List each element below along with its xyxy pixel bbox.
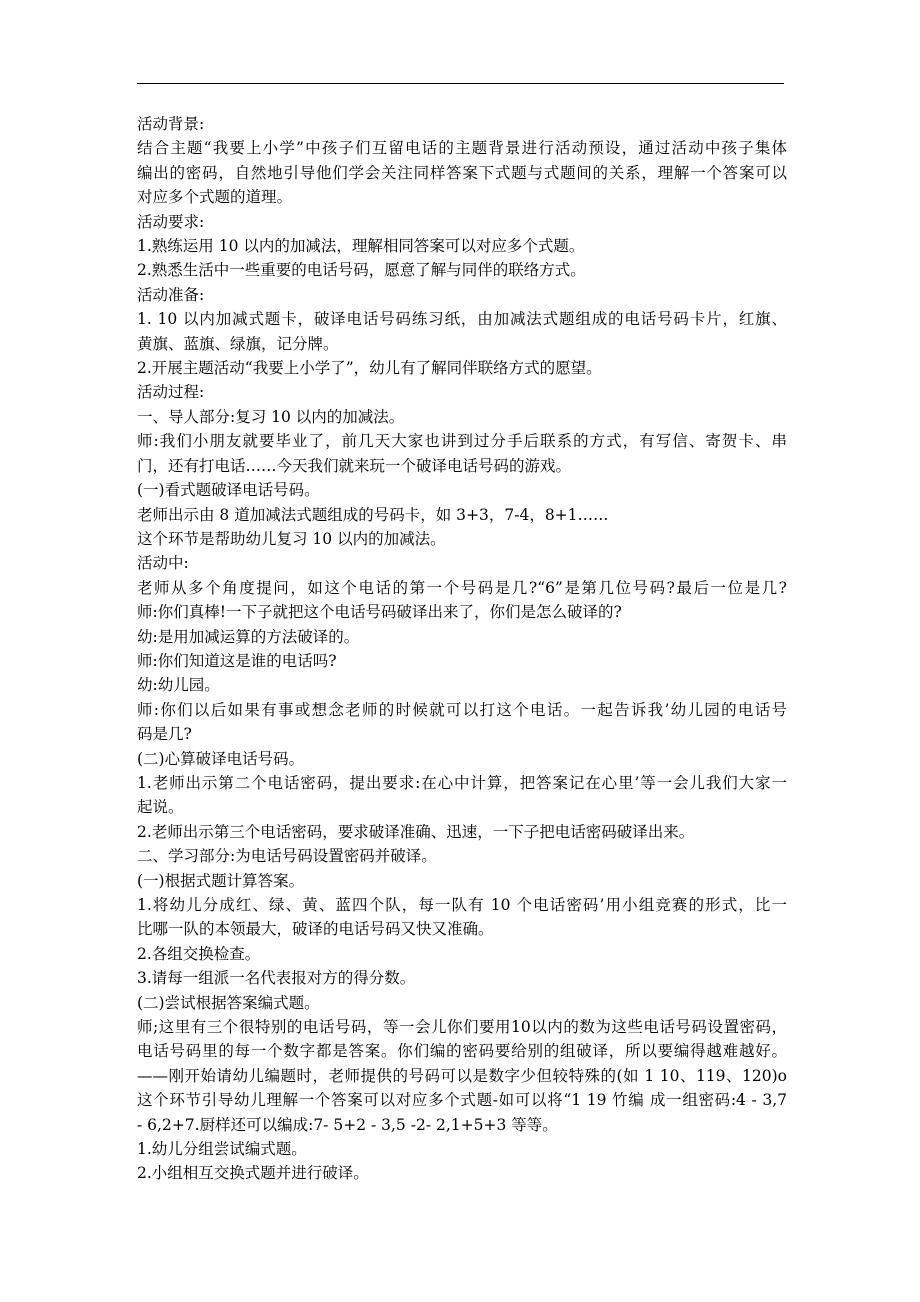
paragraph-line: 幼:是用加减运算的方法破译的。 xyxy=(137,627,360,646)
paragraph-line: 1.将幼儿分成红、绿、黄、蓝四个队，每一队有 10 个电话密码’用小组竞赛的形式，比一 xyxy=(137,896,787,914)
paragraph-line: (一)看式题破译电话号码。 xyxy=(137,481,320,500)
paragraph-line: 一、导人部分:复习 10 以内的加减法。 xyxy=(137,407,405,426)
document-body xyxy=(137,112,787,1186)
paragraph-line: 这个环节引导幼儿理解一个答案可以对应多个式题-如可以将“1 19 竹编 成一组密码:4 - 3,7 xyxy=(137,1091,787,1110)
paragraph-line: 幼:幼儿园。 xyxy=(137,676,220,695)
paragraph-line: ——刚开始请幼儿编题时，老师提供的号码可以是数字少但较特殊的(如 1 10、119、120)o xyxy=(137,1066,787,1085)
paragraph-line: 结合主题“我要上小学”中孩子们互留电话的主题背景进行活动预设，通过活动中孩子集体 xyxy=(137,139,787,158)
paragraph-line: 2.小组相互交换式题并进行破译。 xyxy=(137,1164,369,1183)
paragraph-line: 1. 10 以内加减式题卡，破译电话号码练习纸，由加减法式题组成的电话号码卡片，红旗、 xyxy=(137,310,787,329)
paragraph-line: 师:你们知道这是谁的电话吗? xyxy=(137,651,337,670)
paragraph-line: 2.开展主题活动“我要上小学了”，幼儿有了解同伴联络方式的愿望。 xyxy=(137,359,602,378)
paragraph-line: 1.幼儿分组尝试编式题。 xyxy=(137,1140,307,1159)
section-heading-preparation: 活动准备: xyxy=(137,285,205,304)
paragraph-line: 这个环节是帮助幼儿复习 10 以内的加减法。 xyxy=(137,529,446,548)
paragraph-line: 二、学习部分:为电话号码设置密码并破译。 xyxy=(137,847,437,866)
paragraph-line: 码是几? xyxy=(137,725,192,744)
paragraph-line: 1.熟练运用 10 以内的加减法，理解相同答案可以对应多个式题。 xyxy=(137,237,585,256)
paragraph-line: - 6,2+7.厨样还可以编成:7- 5+2 - 3,5 -2- 2,1+5+3 等等。 xyxy=(137,1115,558,1134)
paragraph-line: (二)尝试根据答案编式题。 xyxy=(137,993,320,1012)
paragraph-line: 师:你们真棒!一下子就把这个电话号码破译出来了，你们是怎么破译的? xyxy=(137,603,622,622)
paragraph-line: 黄旗、蓝旗、绿旗，记分牌。 xyxy=(137,334,339,353)
paragraph-line: 3.请每一组派一名代表报对方的得分数。 xyxy=(137,969,416,988)
paragraph-line: 师:你们以后如果有事或想念老师的时候就可以打这个电话。一起告诉我’幼儿园的电话号 xyxy=(137,700,787,719)
paragraph-line: (一)根据式题计算答案。 xyxy=(137,871,305,890)
section-heading-requirements: 活动要求: xyxy=(137,212,205,231)
paragraph-line: 2.熟悉生活中一些重要的电话号码，愿意了解与同伴的联络方式。 xyxy=(137,261,586,280)
paragraph-line: 编出的密码，自然地引导他们学会关注同样答案下式题与式题间的关系，理解一个答案可以 xyxy=(137,163,787,182)
paragraph-line: 1.老师出示第二个电话密码，提出要求:在心中计算，把答案记在心里’等一会儿我们大家一 xyxy=(137,773,787,792)
section-heading-background: 活动背景: xyxy=(137,115,205,133)
paragraph-line: 起说。 xyxy=(137,798,184,817)
paragraph-line: 活动中: xyxy=(137,554,189,573)
paragraph-line: 门，还有打电话……今天我们就来玩一个破译电话号码的游戏。 xyxy=(137,456,572,475)
paragraph-line: 比哪一队的本领最大，破译的电话号码又快又准确。 xyxy=(137,920,494,939)
paragraph-line: 2.各组交换检查。 xyxy=(137,944,261,963)
paragraph-line: 老师出示由 8 道加减法式题组成的号码卡，如 3+3，7-4，8+1…… xyxy=(137,505,609,524)
paragraph-line: 师:我们小朋友就要毕业了，前几天大家也讲到过分手后联系的方式，有写信、寄贺卡、串 xyxy=(137,432,787,451)
paragraph-line: 对应多个式题的道理。 xyxy=(137,188,293,207)
section-heading-process: 活动过程: xyxy=(137,383,205,402)
paragraph-line: (二)心算破译电话号码。 xyxy=(137,749,305,768)
header-rule xyxy=(137,83,784,84)
paragraph-line: 2.老师出示第三个电话密码，要求破译准确、迅速，一下子把电话密码破译出来。 xyxy=(137,822,695,841)
paragraph-line: 师;这里有三个很特别的电话号码，等一会儿你们要用10以内的数为这些电话号码设置密码， xyxy=(137,1018,787,1037)
paragraph-line: 电话号码里的每一个数字都是答案。你们编的密码要给别的组破译，所以要编得越难越好。 xyxy=(137,1042,787,1061)
paragraph-line: 老师从多个角度提问，如这个电话的第一个号码是几?“6”是第几位号码?最后一位是几? xyxy=(137,578,787,597)
